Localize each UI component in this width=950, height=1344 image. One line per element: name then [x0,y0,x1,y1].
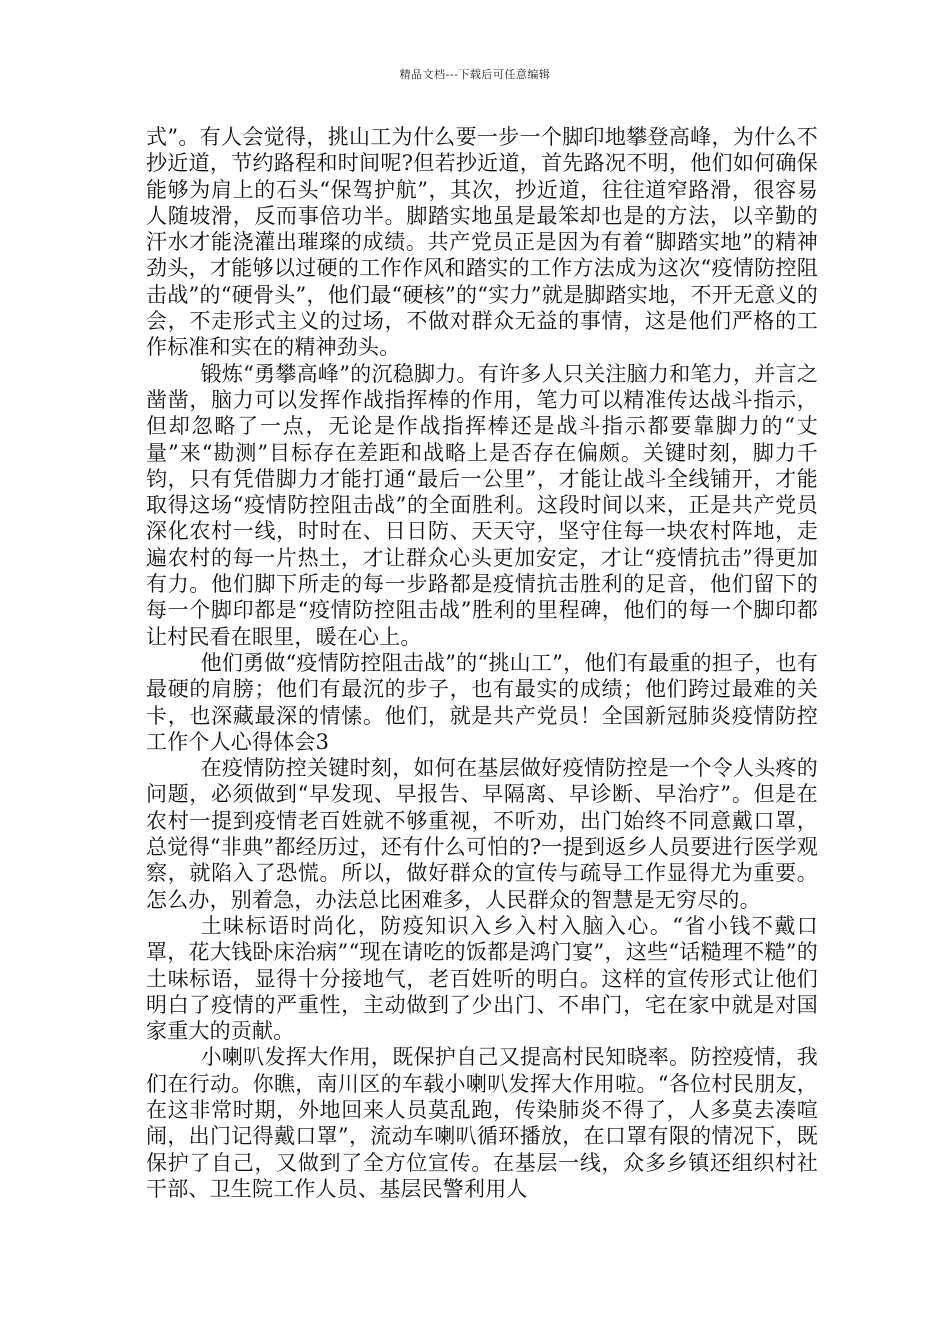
document-body [146,124,818,1202]
paragraph-4: 在疫情防控关键时刻，如何在基层做好疫情防控是一个令人头疼的问题，必须做到“早发现、早报告、早隔离、早诊断、早治疗”。但是在农村一提到疫情老百姓就不够重视，不听劝，出门始终不同意戴口罩，总觉得“非典”都经历过，还有什么可怕的?一提到返乡人员要进行医学观察，就陷入了恐慌。所以，做好群众的宣传与疏导工作显得尤为重要。怎么办，别着急，办法总比困难多，人民群众的智慧是无穷尽的。 [146,756,818,912]
paragraph-2: 锻炼“勇攀高峰”的沉稳脚力。有许多人只关注脑力和笔力，并言之凿凿，脑力可以发挥作战指挥棒的作用，笔力可以精准传达战斗指示，但却忽略了一点，无论是作战指挥棒还是战斗指示都要靠脚力的“丈量”来“勘测”目标存在差距和战略上是否存在偏颇。关键时刻，脚力千钧，只有凭借脚力才能打通“最后一公里”，才能让战斗全线铺开，才能取得这场“疫情防控阻击战”的全面胜利。这段时间以来，正是共产党员深化农村一线，时时在、日日防、天天守，坚守住每一块农村阵地，走遍农村的每一片热土，才让群众心头更加安定，才让“疫情抗击”得更加有力。他们脚下所走的每一步路都是疫情抗击胜利的足音，他们留下的每一个脚印都是“疫情防控阻击战”胜利的里程碑，他们的每一个脚印都让村民看在眼里，暖在心上。 [146,361,818,649]
paragraph-3: 他们勇做“疫情防控阻击战”的“挑山工”，他们有最重的担子，也有最硬的肩膀；他们有最沉的步子，也有最实的成绩；他们跨过最难的关卡，也深藏最深的情愫。他们，就是共产党员！全国新冠肺炎疫情防控工作个人心得体会3 [146,650,818,754]
paragraph-5: 土味标语时尚化，防疫知识入乡入村入脑入心。“省小钱不戴口罩，花大钱卧床治病”“现在请吃的饭都是鸿门宴”，这些“话糙理不糙”的土味标语，显得十分接地气，老百姓听的明白。这样的宣传形式让他们明白了疫情的严重性，主动做到了少出门、不串门，宅在家中就是对国家重大的贡献。 [146,913,818,1044]
page-header: 精品文档---下载后可任意编辑 [399,68,551,81]
paragraph-6: 小喇叭发挥大作用，既保护自己又提高村民知晓率。防控疫情，我们在行动。你瞧，南川区的车载小喇叭发挥大作用啦。“各位村民朋友，在这非常时期，外地回来人员莫乱跑，传染肺炎不得了，人多莫去凑喧闹，出门记得戴口罩”，流动车喇叭循环播放，在口罩有限的情况下，既保护了自己，又做到了全方位宣传。在基层一线，众多乡镇还组织村社干部、卫生院工作人员、基层民警利用人 [146,1045,818,1201]
paragraph-1: 式”。有人会觉得，挑山工为什么要一步一个脚印地攀登高峰，为什么不抄近道，节约路程和时间呢?但若抄近道，首先路况不明，他们如何确保能够为肩上的石头“保驾护航”，其次，抄近道，往往道窄路滑，很容易人随坡滑，反而事倍功半。脚踏实地虽是最笨却也是的方法，以辛勤的汗水才能浇灌出璀璨的成绩。共产党员正是因为有着“脚踏实地”的精神劲头，才能够以过硬的工作作风和踏实的工作方法成为这次“疫情防控阻击战”的“硬骨头”，他们最“硬核”的“实力”就是脚踏实地，不开无意义的会，不走形式主义的过场，不做对群众无益的事情，这是他们严格的工作标准和实在的精神劲头。 [146,125,818,360]
